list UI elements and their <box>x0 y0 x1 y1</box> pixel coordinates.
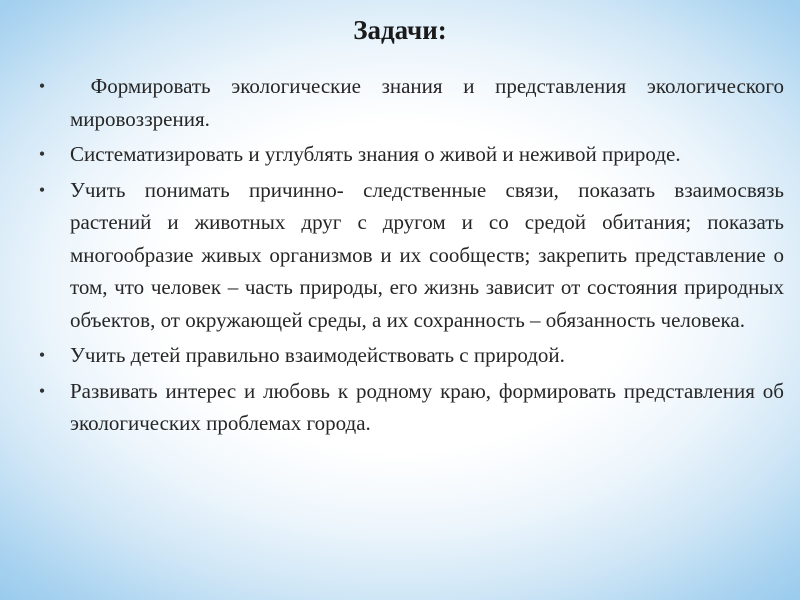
task-text: Формировать экологические знания и представления экологического мировоззрения. <box>70 74 784 131</box>
task-text: Учить понимать причинно- следственные связи, показать взаимосвязь растений и животных друг с другом и со средой обитания; показать многообразие живых организмов и их сообществ; закрепить представление о том, что человек – часть природы, его жизнь зависит от состояния природных объектов, от окружающей среды, а их сохранность – обязанность человека. <box>70 177 784 332</box>
bullet-icon: • <box>38 380 46 401</box>
task-item <box>32 375 784 440</box>
bullet-icon: • <box>38 76 46 96</box>
task-item <box>32 174 784 337</box>
slide-title: Задачи: <box>353 15 447 45</box>
task-item <box>32 138 784 171</box>
task-item <box>32 70 784 135</box>
bullet-icon: • <box>38 345 46 365</box>
task-item <box>32 339 784 372</box>
task-text: Развивать интерес и любовь к родному краю, формировать представления об экологических проблемах города. <box>70 378 784 435</box>
task-list <box>32 70 784 443</box>
bullet-icon: • <box>38 144 46 164</box>
task-text: Учить детей правильно взаимодействовать с природой. <box>70 343 565 367</box>
bullet-icon: • <box>38 179 46 200</box>
task-text: Систематизировать и углублять знания о живой и неживой природе. <box>70 142 681 166</box>
